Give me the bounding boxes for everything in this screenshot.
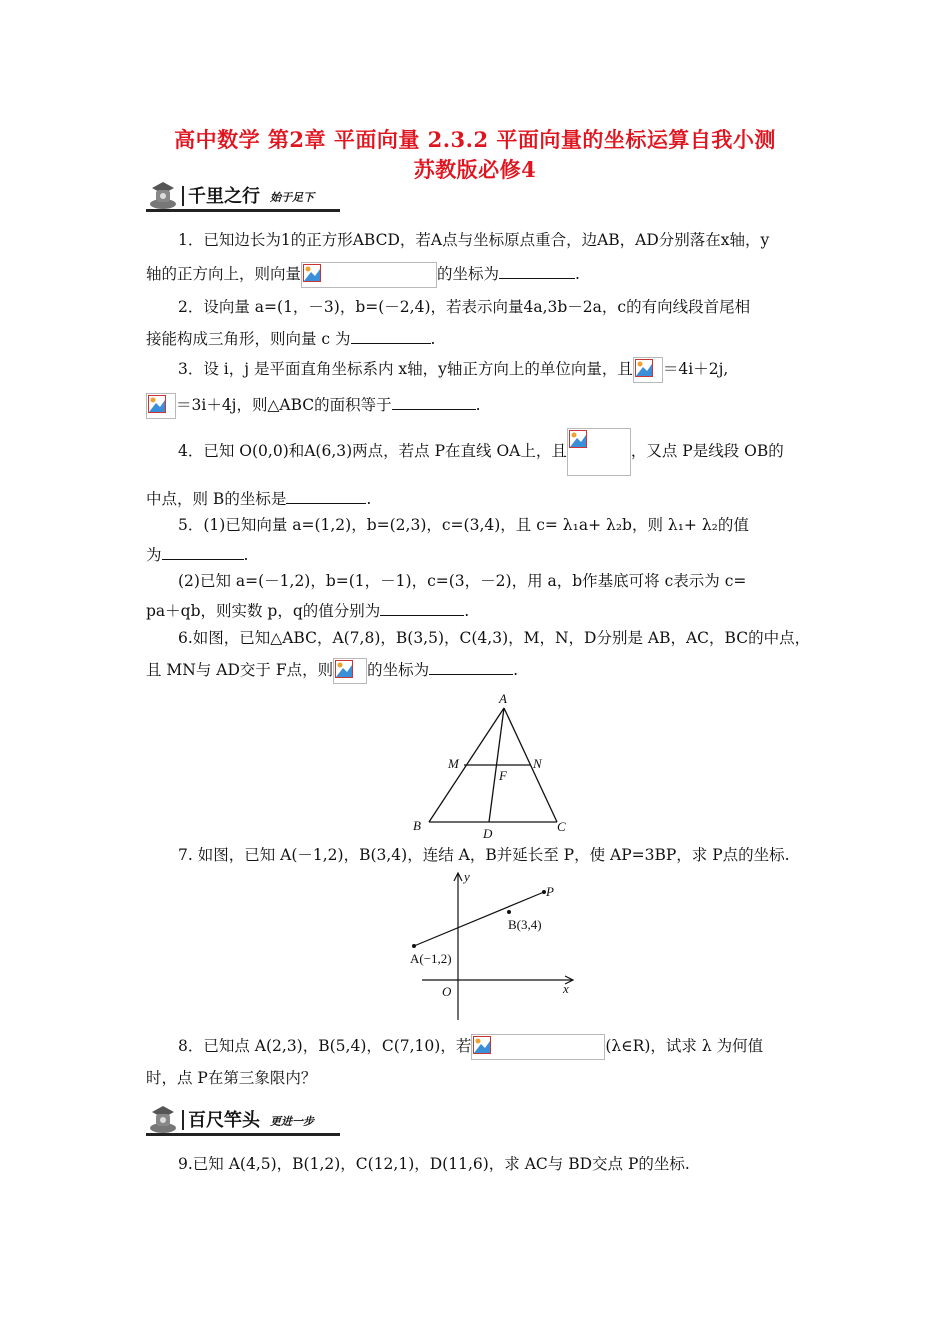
banner-title: 百尺竿头 (188, 1110, 260, 1131)
problem-6-line-1: 6.如图，已知△ABC，A(7,8)，B(3,5)，C(4,3)，M，N，D分别是 AB，AC，BC的中点， (178, 629, 811, 647)
text: . (464, 602, 470, 620)
problem-1-line-2 (146, 262, 580, 288)
broken-image-icon (301, 262, 437, 288)
text: (λ∈R)，试求 λ 为何值 (605, 1037, 764, 1055)
text: pa＋qb，则实数 p，q的值分别为 (146, 602, 381, 620)
banner-subtitle: 更进一步 (270, 1115, 314, 1128)
text: . (475, 396, 481, 414)
label-c: C (557, 819, 566, 834)
broken-image-icon (471, 1034, 605, 1060)
problem-3-line-2 (146, 393, 481, 419)
label-a-coord: A(−1,2) (410, 951, 452, 966)
section-banner-2 (146, 1100, 340, 1136)
label-p: P (546, 884, 554, 899)
coordinate-figure (400, 868, 580, 1024)
broken-image-icon (633, 357, 663, 383)
broken-image-icon (567, 428, 631, 476)
label-n: N (533, 756, 542, 771)
banner-title: 千里之行 (188, 186, 260, 207)
problem-9-line-1: 9.已知 A(4,5)，B(1,2)，C(12,1)，D(11,6)，求 AC与 BD交点 P的坐标. (178, 1155, 690, 1173)
text: 3．设 i，j 是平面直角坐标系内 x轴，y轴正方向上的单位向量，且 (178, 360, 633, 378)
text: 轴的正方向上，则向量 (146, 265, 302, 283)
problem-5-line-1: 5．(1)已知向量 a=(1,2)，b=(2,3)，c=(3,4)，且 c= λ₁a+ λ₂b，则 λ₁+ λ₂的值 (178, 516, 749, 534)
problem-2-line-1: 2．设向量 a=(1，－3)，b=(－2,4)，若表示向量4a,3b－2a，c的有向线段首尾相 (178, 298, 751, 316)
text: ＝4i＋2j, (662, 360, 729, 378)
label-a: A (499, 691, 507, 706)
text: . (513, 661, 519, 679)
point-b (507, 910, 511, 914)
page-subtitle: 苏教版必修4 (413, 157, 537, 182)
text: 8．已知点 A(2,3)，B(5,4)，C(7,10)，若 (178, 1037, 472, 1055)
text: 4．已知 O(0,0)和A(6,3)两点，若点 P在直线 OA上，且 (178, 442, 567, 460)
text: . (575, 265, 580, 283)
label-b: B (413, 818, 421, 833)
label-x: x (563, 981, 569, 996)
broken-image-icon (146, 393, 176, 419)
problem-2-line-2 (146, 327, 435, 349)
broken-image-icon (333, 658, 367, 684)
text: 且 MN与 AD交于 F点，则 (146, 661, 334, 679)
label-y: y (464, 869, 470, 884)
scholar-cap-icon (146, 176, 180, 210)
text: 的坐标为 (367, 661, 430, 679)
page-title: 高中数学 第2章 平面向量 2.3.2 平面向量的坐标运算自我小测 (174, 127, 776, 152)
text: 的坐标为 (437, 265, 500, 283)
text: 为 (146, 546, 162, 564)
text: ＝3i＋4j，则△ABC的面积等于 (176, 396, 392, 414)
problem-6-line-2 (146, 658, 518, 684)
label-m: M (448, 756, 459, 771)
point-a (412, 944, 416, 948)
problem-8-line-2: 时，点 P在第三象限内？ (146, 1069, 317, 1087)
problem-4-line-2 (146, 487, 371, 509)
problem-5-line-2 (146, 543, 248, 565)
problem-4-line-1 (178, 428, 784, 476)
problem-8-line-1 (178, 1034, 763, 1060)
problem-1-line-1: 1．已知边长为1的正方形ABCD，若A点与坐标原点重合，边AB，AD分别落在x轴，y (178, 231, 770, 249)
label-o: O (442, 984, 452, 999)
text: . (430, 330, 436, 348)
triangle-figure (405, 688, 585, 840)
scholar-cap-icon (146, 1100, 180, 1134)
label-d: D (483, 826, 493, 840)
text: . (366, 490, 372, 508)
problem-5-line-4 (146, 599, 469, 621)
problem-5-line-3: (2)已知 a=(－1,2)，b=(1，－1)，c=(3，－2)，用 a，b作基底可将 c表示为 c= (178, 572, 747, 590)
label-b-coord: B(3,4) (508, 917, 542, 932)
text: 中点，则 B的坐标是 (146, 490, 287, 508)
text: 接能构成三角形，则向量 c 为 (146, 330, 351, 348)
problem-7-line-1: 7. 如图，已知 A(－1,2)，B(3,4)，连结 A，B并延长至 P，使 AP=3BP，求 P点的坐标. (178, 846, 790, 864)
banner-subtitle: 始于足下 (270, 191, 314, 204)
problem-3-line-1 (178, 357, 728, 383)
text: . (243, 546, 249, 564)
section-banner-1 (146, 176, 340, 212)
label-f: F (499, 768, 507, 783)
text: ，又点 P是线段 OB的 (630, 442, 784, 460)
